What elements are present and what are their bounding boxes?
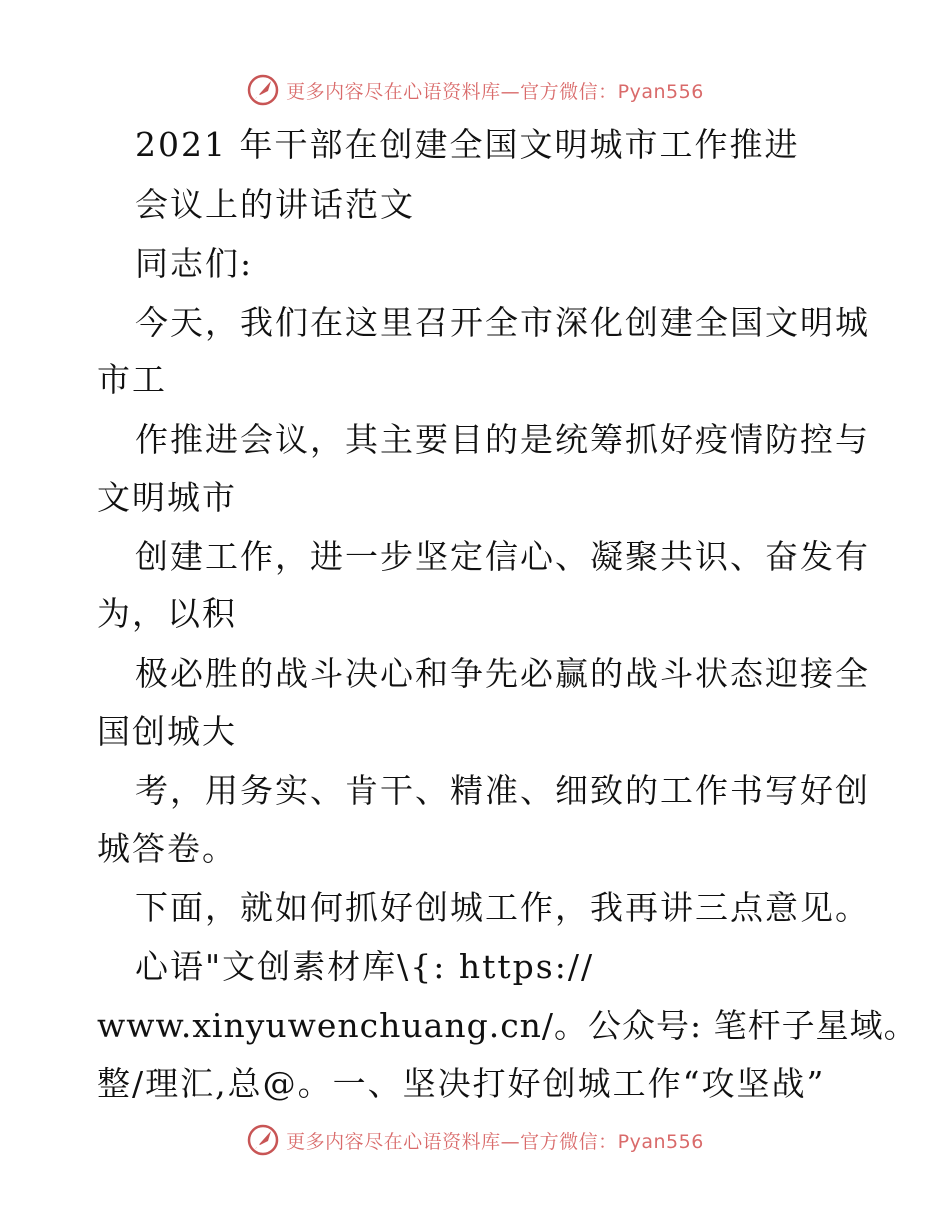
feather-pen-circle-icon [246,1123,280,1157]
feather-pen-circle-icon [246,73,280,107]
title-line-2: 会议上的讲话范文 [135,185,415,224]
watermark-text: 更多内容尽在心语资料库—官方微信：Pyan556 [286,1130,704,1153]
paragraph-line: 极必胜的战斗决心和争先必赢的战斗状态迎接全 [135,654,870,693]
watermark-text: 更多内容尽在心语资料库—官方微信：Pyan556 [286,80,704,103]
paragraph-line: 城答卷。 [97,829,237,868]
paragraph-line: 文明城市 [97,478,237,517]
salutation: 同志们: [135,244,254,283]
paragraph-line: 考，用务实、肯干、精准、细致的工作书写好创 [135,771,870,810]
paragraph-line: 为，以积 [97,594,237,633]
paragraph-line: 整/理汇,总@。一、坚决打好创城工作“攻坚战” [97,1064,826,1103]
paragraph-line: 创建工作，进一步坚定信心、凝聚共识、奋发有 [135,537,870,576]
header-watermark [0,70,950,110]
title-line-1: 2021 年干部在创建全国文明城市工作推进 [135,125,800,164]
paragraph-line: 心语"文创素材库\{: https:// [135,947,595,986]
paragraph-line: 今天，我们在这里召开全市深化创建全国文明城 [135,303,870,342]
paragraph-line: www.xinyuwenchuang.cn/。公众号: 笔杆子星域。 [97,1006,918,1045]
footer-watermark [0,1120,950,1160]
paragraph-line: 国创城大 [97,712,237,751]
paragraph-line: 作推进会议，其主要目的是统筹抓好疫情防控与 [135,420,870,459]
paragraph-line: 市工 [97,360,167,399]
paragraph-line: 下面，就如何抓好创城工作，我再讲三点意见。 [135,888,870,927]
